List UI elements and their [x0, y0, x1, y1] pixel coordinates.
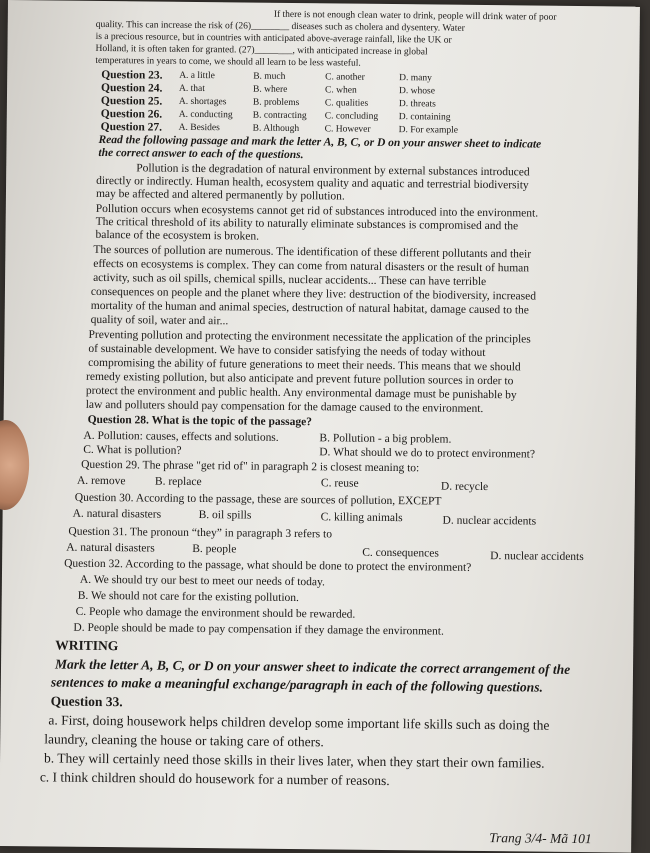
passage2-line: The sources of pollution are numerous. The identification of these different pollutants and their: [93, 243, 532, 261]
option-a: A. shortages: [178, 96, 227, 108]
option-b: B. replace: [154, 475, 202, 489]
option-a: A. natural disasters: [66, 541, 155, 555]
sentence-b: b. They will certainly need those skills in their lives later, when they start their own families.: [43, 750, 545, 771]
question-label: Question 26.: [100, 107, 163, 121]
option-a: A. We should try our best to meet our needs of today.: [79, 573, 325, 589]
option-d: D. People should be made to pay compensation if they damage the environment.: [73, 621, 444, 638]
option-c: C. another: [325, 72, 365, 83]
option-b: B. much: [253, 71, 286, 82]
option-a: A. a little: [179, 70, 215, 82]
option-b: B. contracting: [252, 110, 307, 122]
question-stem: Question 31. The pronoun “they” in paragraph 3 refers to: [68, 525, 333, 541]
question-label: Question 27.: [100, 120, 163, 134]
passage2-line: The critical threshold of its ability to naturally eliminate substances is compromised and the: [95, 215, 519, 233]
sentence-a-continued: laundry, cleaning the house or taking care of others.: [44, 731, 324, 750]
option-b: B. Pollution - a big problem.: [319, 432, 452, 446]
passage2-line: Pollution is the degradation of natural environment by external substances introduced: [136, 162, 530, 179]
passage1-line: is a precious resource, but in countries with anticipated above-average rainfall, like the UK or: [95, 31, 452, 46]
option-d: D. What should we do to protect environment?: [319, 446, 536, 461]
passage2-line: effects on ecosystems is complex. They can come from natural disasters or the result of human: [93, 257, 530, 275]
question-stem: Question 28. What is the topic of the passage?: [87, 413, 313, 429]
option-a: A. natural disasters: [72, 507, 162, 521]
option-c: C. What is pollution?: [83, 443, 182, 457]
passage1-line: temperatures in years to come, we should all learn to be less wasteful.: [95, 55, 361, 69]
option-d: D. many: [399, 73, 432, 84]
option-a: A. remove: [76, 474, 126, 488]
option-d: D. For example: [398, 125, 459, 136]
option-b: B. oil spills: [198, 509, 252, 522]
option-d: D. recycle: [440, 480, 489, 494]
option-d: D. whose: [399, 86, 436, 97]
sentence-c: c. I think children should do housework for a number of reasons.: [39, 769, 390, 789]
passage2-line: protect the environment and public health. Any environmental damage must be punishable by: [85, 384, 517, 402]
option-b: B. We should not care for the existing pollution.: [77, 589, 299, 605]
question-stem: Question 29. The phrase "get rid of" in paragraph 2 is closest meaning to:: [81, 458, 420, 475]
passage2-line: Pollution occurs when ecosystems cannot get rid of substances introduced into the environment.: [95, 202, 539, 220]
option-a: A. that: [179, 83, 205, 95]
option-c: C. However: [324, 124, 371, 135]
passage2-line: law and polluters should pay compensation for the damage caused to the environment.: [85, 398, 484, 415]
option-c: C. killing animals: [320, 511, 403, 525]
option-c: C. reuse: [320, 477, 359, 490]
passage2-line: Preventing pollution and protecting the environment necessitate the application of the principles: [88, 328, 531, 346]
question-label: Question 24.: [101, 81, 163, 95]
writing-instruction: sentences to make a meaningful exchange/paragraph in each of the following questions.: [50, 674, 543, 695]
option-b: B. problems: [252, 97, 300, 109]
option-b: B. where: [253, 84, 288, 95]
question-label: Question 23.: [101, 68, 163, 82]
question-stem: Question 32. According to the passage, what should be done to protect the environment?: [64, 557, 472, 574]
passage1-line: If there is not enough clean water to drink, people will drink water of poor: [273, 9, 557, 23]
option-a: A. Besides: [178, 122, 220, 134]
passage2-line: remedy existing pollution, but also anticipate and prevent future pollution sources in order to: [85, 370, 514, 388]
option-c: C. consequences: [362, 546, 439, 560]
passage2-line: directly or indirectly. Human health, ecosystem quality and aquatic and terrestrial biodiversity: [96, 174, 529, 192]
option-c: C. People who damage the environment should be rewarded.: [75, 605, 356, 621]
sentence-a: a. First, doing housework helps children develop some important life skills such as doing the: [48, 712, 550, 733]
option-d: D. containing: [398, 112, 451, 123]
question-label: Question 25.: [100, 94, 163, 108]
question-stem: Question 30. According to the passage, these are sources of pollution, EXCEPT: [74, 491, 442, 508]
option-d: D. nuclear accidents: [442, 514, 537, 528]
passage2-line: of sustainable development. We have to consider satisfying the needs of today without: [88, 342, 486, 360]
writing-instruction: Mark the letter A, B, C, or D on your answer sheet to indicate the correct arrangement of the: [54, 656, 571, 677]
writing-heading: WRITING: [55, 637, 119, 654]
option-c: C. concluding: [324, 111, 379, 122]
reading-instruction: Read the following passage and mark the letter A, B, C, or D on your answer sheet to indicate: [98, 133, 542, 151]
passage2-line: mortality of the human and animal species, destruction of natural habitat, damage caused to the: [90, 299, 529, 317]
option-b: B. Although: [252, 123, 300, 135]
passage2-line: activity, such as oil spills, chemical spills, nuclear accidents... These can have terrible: [93, 271, 487, 289]
passage2-line: consequences on people and the planet where they live: destruction of the biodiversity, increased: [90, 285, 537, 303]
option-d: D. threats: [398, 99, 436, 110]
passage1-line: Holland, it is often taken for granted. (27)________, with anticipated increase in global: [95, 43, 428, 58]
passage1-line: quality. This can increase the risk of (26)________ diseases such as cholera and dysentery. Water: [95, 19, 465, 34]
page-footer: Trang 3/4- Mã 101: [489, 830, 592, 847]
reading-instruction: the correct answer to each of the questions.: [98, 146, 304, 162]
question-label: Question 33.: [50, 693, 123, 710]
option-a: A. conducting: [178, 109, 233, 121]
option-c: C. when: [325, 85, 357, 96]
option-c: C. qualities: [324, 98, 369, 109]
option-a: A. Pollution: causes, effects and solutions.: [83, 429, 279, 444]
passage2-line: quality of soil, water and air...: [90, 313, 229, 328]
passage2-line: balance of the ecosystem is broken.: [95, 228, 260, 243]
passage2-line: may be affected and altered permanently by pollution.: [95, 187, 345, 203]
passage2-line: compromising the ability of future generations to meet their needs. This means that we should: [88, 356, 521, 374]
option-b: B. people: [192, 542, 237, 556]
option-d: D. nuclear accidents: [490, 550, 584, 564]
